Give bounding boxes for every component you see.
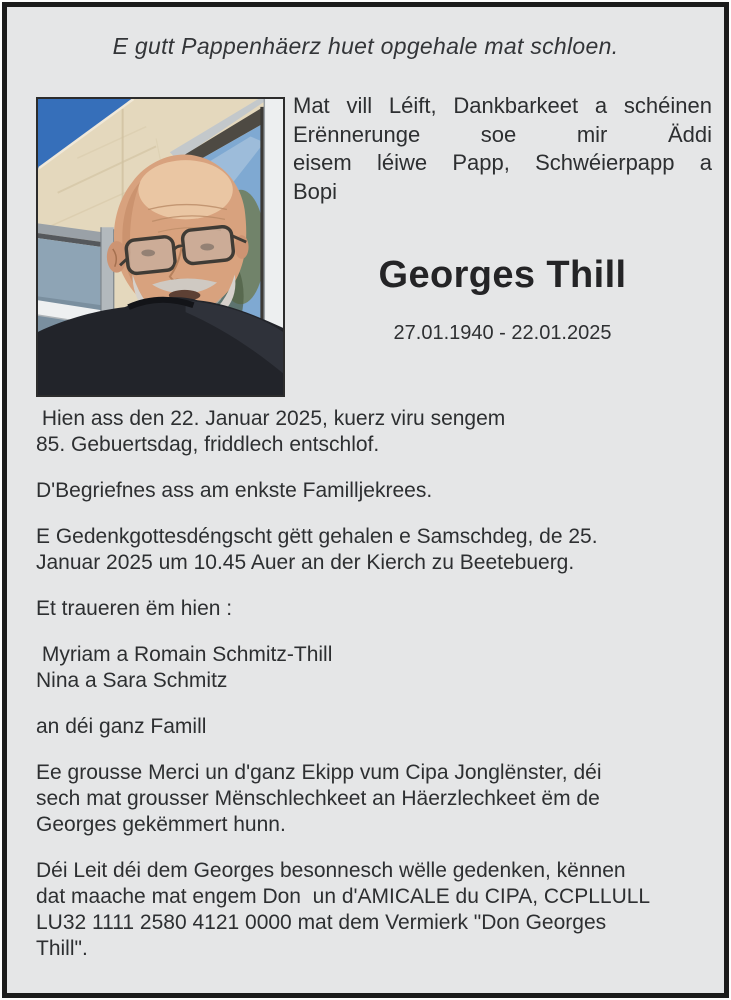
paragraph-donations bbox=[36, 858, 712, 962]
paragraph-funeral bbox=[36, 478, 712, 504]
paragraph-mourners-intro bbox=[36, 596, 712, 622]
deceased-name: Georges Thill bbox=[378, 254, 627, 296]
text-line: Et traueren ëm hien : bbox=[36, 597, 233, 620]
text-line: Bopi bbox=[293, 178, 338, 204]
text-line: Januar 2025 um 10.45 Auer an der Kierch zu Beetebuerg. bbox=[36, 551, 575, 574]
text-line: Nina a Sara Schmitz bbox=[36, 669, 228, 692]
text-line: Ee grousse Merci un d'ganz Ekipp vum Cipa Jonglënster, déi bbox=[36, 761, 602, 784]
text-line: E Gedenkgottesdéngscht gëtt gehalen e Samschdeg, de 25. bbox=[36, 525, 598, 548]
text-line: Mat vill Léift, Dankbarkeet a schéinen bbox=[293, 93, 712, 118]
paragraph-thanks bbox=[36, 760, 712, 838]
text-line: eisem léiwe Papp, Schwéierpapp a bbox=[293, 150, 712, 175]
text-line: Myriam a Romain Schmitz-Thill bbox=[36, 643, 333, 666]
text-line: D'Begriefnes ass am enkste Familljekrees. bbox=[36, 479, 433, 502]
text-line: Erënnerunge soe mir Äddi bbox=[293, 121, 712, 147]
text-line: Georges gekëmmert hunn. bbox=[36, 813, 286, 836]
text-line: Déi Leit déi dem Georges besonnesch wëlle gedenken, kënnen bbox=[36, 859, 626, 882]
text-line: dat maache mat engem Don un d'AMICALE du CIPA, CCPLLULL bbox=[36, 885, 651, 908]
announcement-body bbox=[36, 406, 712, 962]
paragraph-death-notice bbox=[36, 406, 712, 458]
paragraph-memorial-service bbox=[36, 524, 712, 576]
portrait-illustration bbox=[38, 99, 283, 395]
epigraph-quote: E gutt Pappenhäerz huet opgehale mat schloen. bbox=[112, 33, 619, 59]
life-dates: 27.01.1940 - 22.01.2025 bbox=[393, 322, 612, 344]
text-line: LU32 1111 2580 4121 0000 mat dem Vermierk "Don Georges bbox=[36, 911, 607, 934]
paragraph-family-names bbox=[36, 642, 712, 694]
text-line: sech mat grousser Mënschlechkeet an Häerzlechkeet ëm de bbox=[36, 787, 600, 810]
dedication-text bbox=[293, 92, 712, 206]
portrait-photo bbox=[36, 97, 285, 397]
paragraph-whole-family bbox=[36, 714, 712, 740]
text-line: Hien ass den 22. Januar 2025, kuerz viru sengem bbox=[36, 407, 506, 430]
text-line: an déi ganz Famill bbox=[36, 715, 207, 738]
text-line: Thill". bbox=[36, 937, 88, 960]
text-line: 85. Gebuertsdag, friddlech entschlof. bbox=[36, 433, 380, 456]
